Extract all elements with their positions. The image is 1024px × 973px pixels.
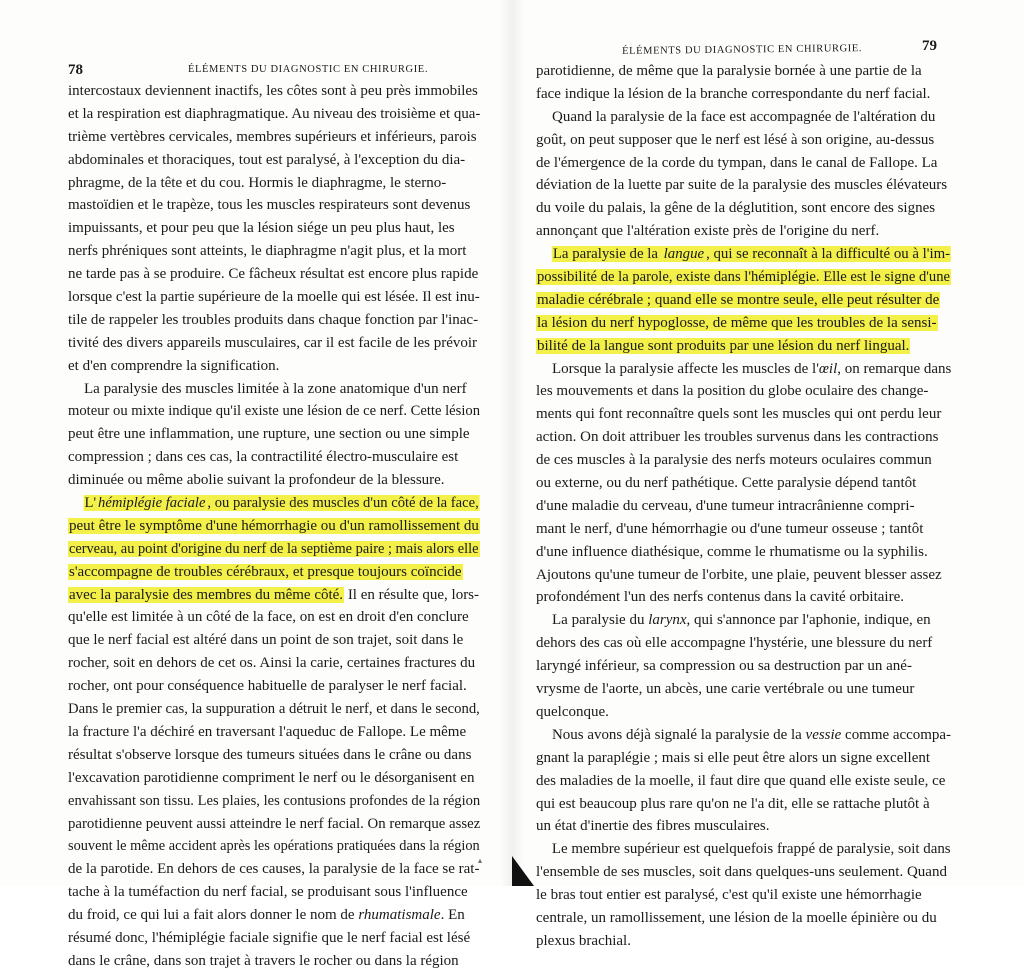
text-line bbox=[68, 103, 481, 126]
text-line bbox=[536, 655, 951, 678]
text-run: l'excavation parotidienne compriment le nerf ou le désorganisent en bbox=[68, 769, 475, 786]
text-line bbox=[68, 400, 481, 423]
text-line bbox=[536, 220, 951, 243]
text-run: nerfs phréniques sont atteints, le diaphragme n'agit plus, et la mort bbox=[68, 243, 467, 260]
text-run: , qui s'annonce par l'aphonie, indique, en bbox=[686, 612, 931, 629]
text-line bbox=[68, 355, 480, 378]
text-run: envahissant son tissu. Les plaies, les contusions profondes de la région bbox=[68, 792, 481, 809]
text-run: dehors des cas où elle accompagne l'hystérie, une blessure du nerf bbox=[536, 635, 933, 652]
text-line bbox=[68, 538, 479, 561]
text-line bbox=[68, 675, 480, 698]
highlighted-text: , ou paralysie des muscles d'un côté de la face, bbox=[207, 495, 479, 512]
text-line bbox=[68, 835, 480, 858]
running-head: ÉLÉMENTS DU DIAGNOSTIC EN CHIRURGIE. bbox=[622, 43, 863, 57]
highlighted-text: maladie cérébrale ; quand elle se montre seule, elle peut résulter de bbox=[537, 291, 940, 308]
text-line bbox=[536, 60, 951, 83]
text-run: trième vertèbres cervicales, membres supérieurs et inférieurs, parois bbox=[68, 128, 477, 145]
text-line bbox=[68, 309, 480, 332]
text-line bbox=[536, 426, 951, 449]
text-line bbox=[68, 606, 480, 629]
text-run: ments qui font reconnaître quels sont les muscles qui ont perdu leur bbox=[536, 406, 942, 423]
left-page bbox=[0, 0, 512, 969]
page-mark: ▴ bbox=[478, 856, 483, 865]
text-line bbox=[68, 904, 480, 927]
text-line bbox=[68, 744, 480, 767]
text-line bbox=[68, 652, 480, 675]
text-run: ou externe, ou du nerf pathétique. Cette paralysie dépend tantôt bbox=[536, 475, 917, 492]
text-line bbox=[536, 541, 951, 564]
text-line bbox=[68, 790, 481, 813]
text-line bbox=[68, 629, 480, 652]
text-line bbox=[68, 698, 480, 721]
text-run: abdominales et thoraciques, tout est paralysé, à l'exception du dia- bbox=[68, 151, 466, 168]
highlighted-text: possibilité de la parole, existe dans l'hémiplégie. Elle est le signe d'une bbox=[536, 269, 950, 286]
text-run: un état d'inertie des fibres musculaires. bbox=[536, 818, 770, 835]
text-line bbox=[536, 495, 951, 518]
text-run: qu'elle est limitée à un côté de la face, on est en droit d'en conclure bbox=[68, 609, 469, 626]
text-line bbox=[68, 126, 480, 149]
text-line bbox=[68, 446, 480, 469]
highlighted-text: bilité de la langue sont produits par une lésion du nerf lingual. bbox=[537, 337, 910, 354]
highlighted-text: la lésion du nerf hypoglosse, de même que les troubles de la sensi- bbox=[537, 314, 937, 331]
text-run: impuissants, et pour peu que la lésion siége un peu plus haut, les bbox=[68, 220, 455, 237]
text-line bbox=[536, 815, 951, 838]
right-page bbox=[512, 0, 1024, 949]
text-line bbox=[536, 403, 951, 426]
text-line bbox=[536, 312, 951, 335]
text-run: parotidienne, de même que la paralysie bornée à une partie de la bbox=[536, 63, 922, 79]
text-run: et d'en comprendre la signification. bbox=[68, 357, 280, 374]
text-line bbox=[536, 861, 951, 884]
text-line bbox=[68, 194, 480, 217]
text-line bbox=[536, 770, 951, 793]
text-line bbox=[68, 492, 479, 515]
text-run: mant le nerf, d'une hémorrhagie ou d'une tumeur osseuse ; tantôt bbox=[536, 520, 924, 537]
text-line bbox=[68, 423, 480, 446]
highlighted-text: avec la paralysie des membres du même côté. bbox=[69, 586, 344, 603]
text-line bbox=[536, 701, 951, 724]
text-run: de ces muscles à la paralysie des nerfs moteurs oculaires commun bbox=[536, 452, 932, 469]
text-run: d'une influence diathésique, comme le rhumatisme ou la syphilis. bbox=[536, 543, 928, 560]
text-run: la fracture l'a déchiré en traversant l'aqueduc de Fallope. Le même bbox=[68, 723, 467, 740]
text-line bbox=[68, 378, 480, 401]
text-run: , on remarque dans bbox=[837, 360, 952, 377]
text-line bbox=[68, 767, 480, 790]
text-run: de la parotide. En dehors de ces causes, la paralysie de la face se rat- bbox=[68, 861, 480, 878]
text-run: plexus brachial. bbox=[536, 932, 631, 949]
text-run: l'ensemble de ses muscles, soit dans quelques-uns seulement. Quand bbox=[536, 864, 947, 881]
text-run: lorsque c'est la partie supérieure de la moelle qui est lésée. Il est inu- bbox=[68, 289, 480, 306]
running-head: ÉLÉMENTS DU DIAGNOSTIC EN CHIRURGIE. bbox=[188, 64, 429, 75]
text-line bbox=[68, 584, 480, 607]
text-run: et la respiration est diaphragmatique. Au niveau des troisième et qua- bbox=[68, 105, 481, 122]
text-line bbox=[536, 266, 950, 289]
text-run: quelconque. bbox=[536, 703, 609, 720]
text-run: parotidienne peuvent aussi atteindre le nerf facial. On remarque assez bbox=[68, 815, 481, 832]
highlighted-text: L' bbox=[84, 495, 97, 512]
text-run: La paralysie des muscles limitée à la zone anatomique d'un nerf bbox=[84, 380, 467, 397]
text-run: Nous avons déjà signalé la paralysie de la bbox=[551, 726, 806, 743]
text-line bbox=[536, 586, 951, 609]
text-line bbox=[536, 564, 951, 587]
text-line bbox=[536, 678, 951, 701]
text-run: tache à la tuméfaction du nerf facial, se produisant sous l'influence bbox=[68, 884, 468, 901]
text-run: intercostaux deviennent inactifs, les côtes sont à peu près immobiles bbox=[68, 83, 478, 99]
text-run: Il en résulte que, lors- bbox=[344, 586, 480, 603]
text-line bbox=[536, 884, 951, 907]
text-run: qui est beaucoup plus rare qu'on ne l'a dit, elle se rattache plutôt à bbox=[536, 795, 930, 812]
text-run: annonçant que l'altération existe près de l'origine du nerf. bbox=[536, 223, 880, 240]
text-line bbox=[68, 240, 480, 263]
text-line bbox=[536, 907, 951, 930]
highlighted-text: langue bbox=[663, 246, 705, 263]
text-run: comme accompa- bbox=[841, 726, 952, 743]
text-line bbox=[68, 561, 480, 584]
text-line bbox=[536, 632, 951, 655]
text-run: profondément l'un des nerfs contenus dans la cavité orbitaire. bbox=[536, 589, 904, 606]
text-run: le bras tout entier est paralysé, c'est qu'il existe une hémorrhagie bbox=[536, 887, 922, 904]
text-run: . En bbox=[440, 907, 465, 924]
highlighted-text: peut être le symptôme d'une hémorrhagie ou d'un ramollissement du bbox=[69, 517, 479, 534]
text-line bbox=[536, 793, 951, 816]
text-line bbox=[68, 881, 480, 904]
text-line bbox=[536, 106, 951, 129]
text-line bbox=[68, 332, 480, 355]
text-line bbox=[68, 813, 481, 836]
text-run: phragme, de la tête et du cou. Hormis le diaphragme, le sterno- bbox=[68, 174, 447, 191]
text-run: d'une maladie du cerveau, d'une tumeur intracrânienne compri- bbox=[536, 497, 915, 514]
text-line bbox=[536, 358, 951, 381]
text-run: gnant la paraplégie ; mais si elle peut être alors un signe excellent bbox=[536, 749, 931, 766]
text-line bbox=[536, 472, 951, 495]
text-line bbox=[536, 724, 950, 747]
text-run: souvent le même accident après les opérations pratiquées dans la région bbox=[68, 838, 480, 855]
text-line bbox=[536, 174, 951, 197]
text-line bbox=[68, 721, 480, 744]
text-run: moteur ou mixte indique qu'il existe une lésion de ce nerf. Cette lésion bbox=[68, 403, 481, 420]
text-line bbox=[68, 149, 480, 172]
text-line bbox=[536, 747, 951, 770]
text-line bbox=[68, 927, 480, 950]
text-run: les mouvements et dans la position du globe oculaire des change- bbox=[536, 383, 929, 400]
text-run: rocher, ont pour conséquence habituelle de paralyser le nerf facial. bbox=[68, 678, 467, 695]
text-run: Quand la paralysie de la face est accompagnée de l'altération du bbox=[552, 108, 936, 125]
page-corner-shadow bbox=[512, 856, 534, 886]
text-run: vessie bbox=[805, 726, 842, 743]
text-run: œil bbox=[818, 360, 838, 377]
text-run: laryngé inférieur, sa compression ou sa destruction par un ané- bbox=[536, 658, 912, 675]
text-run: larynx bbox=[648, 612, 687, 629]
text-line bbox=[536, 129, 951, 152]
page-body bbox=[68, 80, 483, 973]
text-line bbox=[68, 469, 480, 492]
text-line bbox=[68, 856, 483, 881]
text-run: résultat s'observe lorsque des tumeurs situées dans le crâne ou dans bbox=[68, 746, 472, 763]
text-run: ne tarde pas à se produire. Ce fâcheux résultat est encore plus rapide bbox=[68, 266, 479, 283]
text-line bbox=[536, 335, 951, 358]
text-line bbox=[536, 380, 951, 403]
text-run: du voile du palais, la gêne de la déglutition, sont encore des signes bbox=[536, 200, 936, 217]
text-line bbox=[536, 83, 951, 106]
text-line bbox=[68, 950, 480, 973]
highlighted-text: hémiplégie faciale bbox=[98, 495, 206, 512]
text-run: tile de rappeler les troubles produits dans chaque fonction par l'inac- bbox=[68, 311, 479, 328]
text-line bbox=[536, 518, 951, 541]
text-run: vrysme de l'aorte, un abcès, une carie vertébrale ou une tumeur bbox=[536, 681, 915, 698]
page-number: 78 bbox=[68, 62, 83, 78]
text-run: dans le crâne, dans son trajet à travers le rocher ou dans la région bbox=[68, 952, 459, 969]
page-body bbox=[536, 60, 951, 953]
text-run: tivité des divers appareils musculaires, car il est facile de les prévoir bbox=[68, 334, 478, 351]
text-run: face indique la lésion de la branche correspondante du nerf facial. bbox=[536, 85, 931, 102]
text-line bbox=[68, 172, 480, 195]
text-run: La paralysie du bbox=[552, 612, 649, 629]
text-line bbox=[536, 609, 951, 632]
text-run: du froid, ce qui lui a fait alors donner le nom de bbox=[68, 907, 359, 924]
text-line bbox=[68, 515, 480, 538]
text-run: centrale, un ramollissement, une lésion de la moelle épinière ou du bbox=[536, 909, 937, 926]
highlighted-text: s'accompagne de troubles cérébraux, et presque toujours coïncide bbox=[69, 563, 462, 580]
text-run: de l'émergence de la corde du tympan, dans le canal de Fallope. La bbox=[536, 154, 938, 171]
page-number: 79 bbox=[922, 38, 937, 54]
text-run: Ajoutons qu'une tumeur de l'orbite, une plaie, peuvent blesser assez bbox=[536, 566, 942, 583]
highlighted-text: cerveau, au point d'origine du nerf de la septième paire ; mais alors elle bbox=[68, 540, 479, 557]
text-line bbox=[536, 289, 951, 312]
text-line bbox=[68, 286, 480, 309]
text-run: diminuée ou même abolie suivant la profondeur de la blessure. bbox=[68, 472, 445, 489]
text-line bbox=[536, 838, 949, 861]
text-run: déviation de la luette par suite de la paralysie des muscles élévateurs bbox=[536, 177, 948, 194]
text-line bbox=[536, 152, 951, 175]
text-line bbox=[68, 263, 480, 286]
text-run: rocher, soit en dehors de cet os. Ainsi la carie, certaines fractures du bbox=[68, 655, 476, 672]
text-run: Dans le premier cas, la suppuration a détruit le nerf, et dans le second, bbox=[68, 701, 480, 718]
text-run: Le membre supérieur est quelquefois frappé de paralysie, soit dans bbox=[551, 841, 951, 858]
text-run: que le nerf facial est altéré dans un point de son trajet, soit dans le bbox=[68, 632, 464, 649]
text-run: des maladies de la moelle, il faut dire que quand elle existe seule, ce bbox=[536, 772, 946, 789]
text-run: compression ; dans ces cas, la contractilité électro-musculaire est bbox=[68, 449, 459, 466]
highlighted-text: , qui se reconnaît à la difficulté ou à l'im- bbox=[706, 246, 951, 263]
text-run: goût, on peut supposer que le nerf est lésé à son origine, au-dessus bbox=[536, 131, 935, 148]
text-line bbox=[536, 449, 951, 472]
highlighted-text: La paralysie de la bbox=[552, 246, 662, 263]
text-run: Lorsque la paralysie affecte les muscles de l' bbox=[552, 360, 819, 377]
text-line bbox=[68, 80, 480, 103]
text-line bbox=[536, 243, 951, 266]
text-run: mastoïdien et le trapèze, tous les muscles respirateurs sont devenus bbox=[68, 197, 471, 214]
text-run: résumé donc, l'hémiplégie faciale signifie que le nerf facial est lésé bbox=[68, 929, 471, 946]
text-line bbox=[536, 197, 951, 220]
text-run: action. On doit attribuer les troubles survenus dans les contractions bbox=[536, 429, 939, 446]
text-line bbox=[68, 217, 480, 240]
text-run: peut être une inflammation, une rupture, une section ou une simple bbox=[68, 426, 470, 443]
text-line bbox=[536, 930, 951, 953]
text-run: rhumatismale bbox=[358, 907, 441, 924]
